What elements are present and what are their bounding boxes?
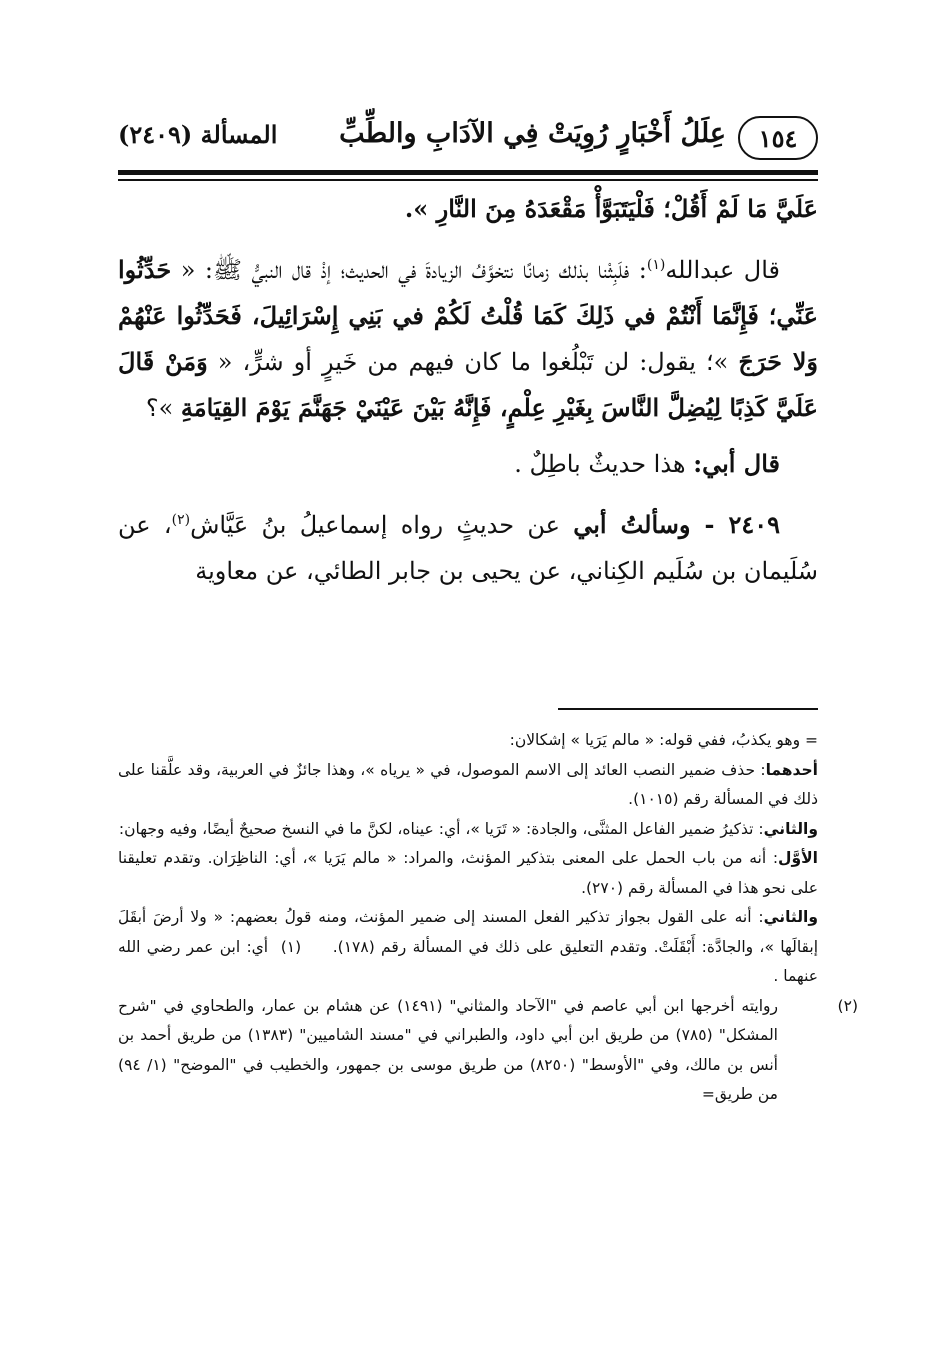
main-text (118, 186, 818, 594)
narration-text-2: »؛ يقول: لن تَبْلُغوا ما كان فيهم من خَيرٍ أو شرٍّ، « (207, 348, 739, 376)
header-rule-thick (118, 170, 818, 175)
footnote-1-number: (١) (280, 937, 302, 956)
footnote-point-first: أحدهما: حذف ضمير النصب العائد إلى الاسم الموصول، في « يرياه »، وهذا جائزٌ في العربية، وقد علَّقنا على ذلك في المسألة رقم (١٠١٥). (118, 760, 818, 808)
verdict-label: قال أبي: (693, 449, 780, 478)
footnote-separator (558, 708, 818, 710)
paragraph-question-2409 (118, 497, 818, 594)
hadith-continuation: عَلَيَّ مَا لَمْ أَقُلْ؛ فَلْيَتَبَوَّأْ مَقْعَدَهُ مِنَ النَّارِ ». (404, 194, 818, 223)
narration-text: : فلَبِثْنا بذلك زمانًا نتخوَّفُ الزيادةَ في الحديث؛ إذْ قال النبيُّ ﷺ: « (171, 256, 647, 284)
footnote-2-number: (٢) (837, 996, 858, 1015)
hadith-text-1: حَدِّثُوا عَنِّي؛ فَإِنَّمَا أَنْتُمْ في ذَلِكَ كَمَا قُلْتُ لَكُمْ في بَنِي إِسْرَائِيلَ، فَحَدِّثُوا عَنْهُمْ وَلا حَرَجَ (118, 255, 819, 376)
footnote-1: أي: ابن عمر رضي الله عنهما . (118, 937, 818, 985)
question-text: عن حديثٍ رواه إسماعيلُ بنُ عَيَّاش (190, 511, 574, 539)
verdict-text: هذا حديثٌ باطِلٌ . (514, 450, 694, 478)
footnote-aspect-second: والثاني: أنه على القول بجواز تذكير الفعل المسند إلى ضمير المؤنث، ومنه قولُ بعضهم: « ولا أرضَ أبقَلَ إبقالَها »، والجادَّة: أَبْقَلَتْ. وتقدم التعليق على ذلك في المسألة رقم (١٧٨). (١) أي: ابن عمر رضي الله عنهما . (118, 908, 819, 985)
paragraph-verdict (118, 441, 818, 487)
question-text-2: ، عن سُلَيمان بن سُلَيم الكِناني، عن يحيى بن جابر الطائي، عن معاوية (118, 511, 818, 585)
footnote-marker-1[interactable]: (١) (646, 257, 666, 273)
question-heading: ٢٤٠٩ - وسألتُ أبي (573, 510, 780, 539)
footnote-2: (٢)روايته أخرجها ابن أبي عاصم في "الآحاد والمثاني" (١٤٩١) عن هشام بن عمار، والطحاوي في "شرح المشكل" (٧٨٥) من طريق ابن أبي داود، والطبراني في "مسند الشاميين" (١٣٨٣) من طريق أحمد بن أنس بن مالك، وفي "الأوسط" (٨٢٥٠) من طريق موسى بن جمهور، والخطيب في "الموضح" (١/ ٩٤) من طريق= (118, 992, 818, 1110)
footnotes (118, 726, 858, 1110)
footnote-point-second: والثاني: تذكيرُ ضمير الفاعل المثنَّى، والجادة: « تَرَيا »، أي: عيناه، لكنَّ ما في النسخ صحيحٌ أيضًا، وفيه وجهان: (118, 819, 818, 838)
book-title: عِلَلُ أَخْبَارٍ رُوِيَتْ فِي الآدَابِ والطِّبِّ (339, 118, 726, 149)
narrator-label: قال عبدالله (665, 256, 780, 284)
footnote-aspect-first: الأوَّل: أنه من باب الحمل على المعنى بتذكير المؤنث، والمراد: « مالم يَرَيا »، أي: الناظِرَان. وتقدم تعليقنا على نحو هذا في المسألة رقم (٢٧٠). (118, 849, 818, 897)
page-header (118, 112, 818, 168)
footnote-continuation: = وهو يكذبُ، ففي قوله: « مالم يَرَيا » إشكالان: (509, 731, 818, 749)
footnote-marker-2[interactable]: (٢) (171, 512, 191, 528)
paragraph-abdullah (118, 242, 818, 431)
question-label: المسألة (٢٤٠٩) (118, 120, 278, 149)
header-rule-thin (118, 179, 818, 181)
hadith-text-2: وَمَنْ قَالَ عَلَيَّ كَذِبًا لِيُضِلَّ النَّاسَ بِغَيْرِ عِلْمٍ، فَإِنَّهُ بَيْنَ عَيْنَيْ جَهَنَّمَ يَوْمَ القِيَامَةِ (118, 347, 818, 422)
narration-end: »؟ (145, 394, 181, 422)
page-number: ١٥٤ (738, 116, 818, 160)
